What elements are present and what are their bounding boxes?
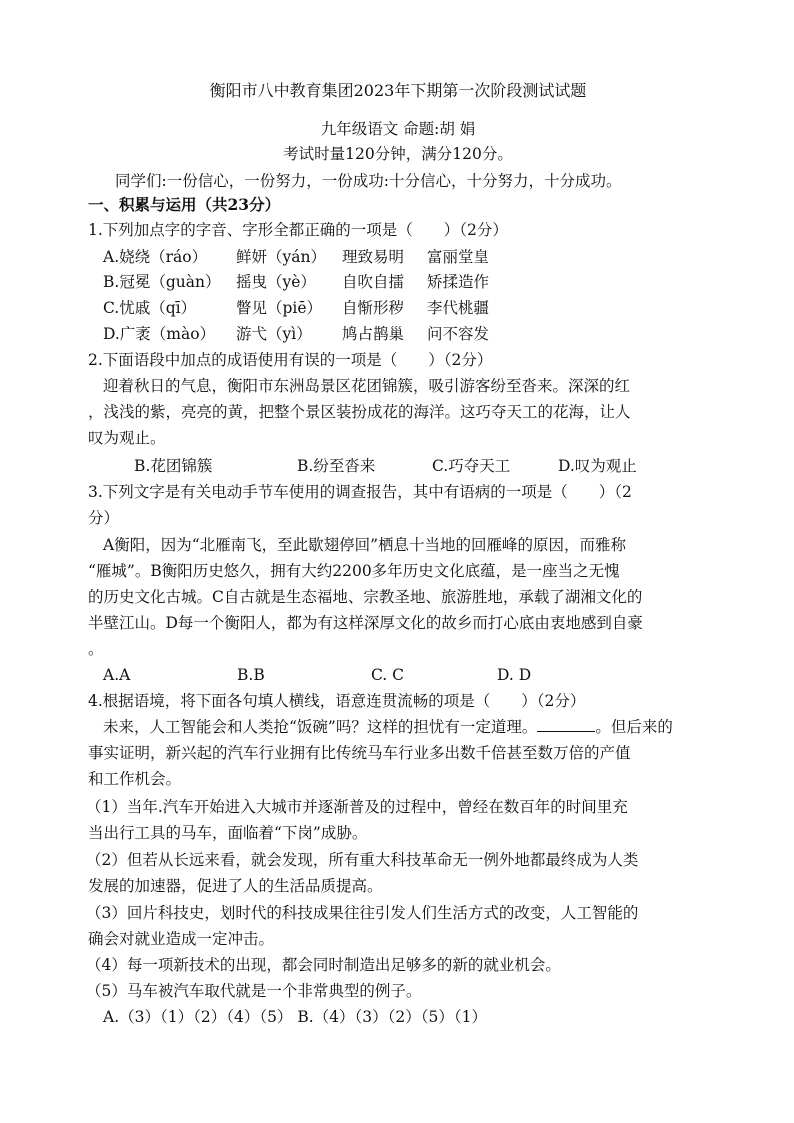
q3-option-d: D. D: [497, 666, 532, 684]
q1-row-c-col1: C.忧戚（qī）: [103, 299, 197, 317]
q1-stem: 1.下列加点字的字音、字形全都正确的一项是（ ）（2分）: [88, 221, 508, 239]
q3-stem-cont: 分）: [88, 509, 120, 527]
q4-options: A.（3）（1）（2）（4）（5） B.（4）（3）（2）（5）（1）: [103, 1008, 487, 1026]
q4-item-line: 当出行工具的马车，面临着“下岗”成胁。: [88, 824, 368, 842]
q1-row-a-col4: 富丽堂皇: [427, 248, 490, 266]
q2-option-3: C.巧夺天工: [432, 457, 511, 475]
section-heading: 一、积累与运用（共23分）: [88, 195, 281, 214]
q1-row-d-col4: 问不容发: [427, 325, 490, 343]
q1-row-a-col3: 理致易明: [342, 248, 405, 266]
q3-passage-line: 的历史文化古城。C自古就是生态福地、宗教圣地、旅游胜地，承载了湖湘文化的: [88, 588, 643, 606]
q1-row-a-col1: A.娆绕（ráo）: [103, 248, 208, 266]
q3-option-a: A.A: [103, 666, 131, 684]
q2-passage-line: ，浅浅的紫，亮亮的黄，把整个景区装扮成花的海洋。这巧夺天工的花海，让人: [88, 403, 631, 421]
q3-option-b: B.B: [237, 666, 265, 684]
q1-row-b-col1: B.冠冕（guàn）: [103, 273, 221, 291]
q1-row-c-col2: 瞥见（piē）: [236, 299, 323, 317]
q4-passage-line: 和工作机会。: [88, 770, 182, 788]
q4-passage-text: 。但后来的: [595, 718, 673, 736]
q2-passage-line: 迎着秋日的气息，衡阳市东洲岛景区花团锦簇，吸引游客纷至沓来。深深的红: [103, 377, 631, 395]
q1-row-b-col4: 矫揉造作: [427, 273, 490, 291]
exam-motto: 同学们:一份信心，一份努力，一份成功:十分信心，十分努力，十分成功。: [115, 172, 622, 190]
q2-passage-line: 叹为观止。: [88, 429, 166, 447]
q1-row-c-col4: 李代桃疆: [427, 299, 490, 317]
exam-info: 考试时量120分钟，满分120分。: [283, 145, 513, 163]
q4-passage-text: 未来，人工智能会和人类抢“饭碗”吗？这样的担忧有一定道理。: [103, 718, 538, 736]
q1-row-d-col3: 鸠占鹊巢: [342, 325, 405, 343]
q3-stem: 3.下列文字是有关电动手节车使用的调查报告，其中有语病的一项是（ ）（2: [88, 483, 632, 501]
q4-stem: 4.根据语境，将下面各句填人横线，语意连贯流畅的项是（ ）（2分）: [88, 692, 586, 710]
exam-title: 衡阳市八中教育集团2023年下期第一次阶段测试试题: [209, 81, 587, 100]
q4-passage-line: 事实证明，新兴起的汽车行业拥有比传统马车行业多出数千倍甚至数万倍的产值: [88, 744, 631, 762]
q4-item-line: （1）当年.汽车开始进入大城市并逐渐普及的过程中，曾经在数百年的时间里充: [86, 798, 628, 816]
q4-item-line: （5）马车被汽车取代就是一个非常典型的例子。: [86, 982, 422, 1000]
q1-row-b-col3: 自吹自擂: [342, 273, 405, 291]
q4-passage-line: [103, 716, 733, 738]
q3-passage-line: “雁城”。B衡阳历史悠久，拥有大约2200多年历史文化底蕴，是一座当之无愧: [88, 562, 620, 580]
q1-row-d-col2: 游弋（yì）: [236, 325, 312, 343]
q2-stem: 2.下面语段中加点的成语使用有误的一项是（ ）（2分）: [88, 351, 493, 369]
q1-row-b-col2: 摇曳（yè）: [236, 273, 316, 291]
q4-item-line: 发展的加速器，促进了人的生活品质提高。: [88, 877, 383, 895]
q2-option-2: B.纷至沓来: [297, 457, 376, 475]
answer-blank: [537, 717, 595, 732]
q1-row-c-col3: 自惭形秽: [342, 299, 405, 317]
q2-option-4: D.叹为观止: [558, 457, 637, 475]
q3-passage-line: 。: [88, 640, 104, 658]
q2-option-1: B.花团锦簇: [134, 457, 213, 475]
q3-passage-line: A衡阳，因为“北雁南飞，至此歇翅停回”栖息十当地的回雁峰的原因，而雅称: [103, 536, 627, 554]
q1-row-d-col1: D.广袤（mào）: [103, 325, 216, 343]
q3-option-c: C. C: [371, 666, 405, 684]
q4-item-line: （3）回片科技史，划时代的科技成果往往引发人们生活方式的改变，人工智能的: [86, 904, 639, 922]
q4-item-line: （4）每一项新技术的出现，都会同时制造出足够多的新的就业机会。: [86, 956, 561, 974]
q4-item-line: （2）但若从长远来看，就会发现，所有重大科技革命无一例外地都最终成为人类: [86, 851, 639, 869]
q3-passage-line: 半壁江山。D每一个衡阳人，都为有这样深厚文化的故乡而打心底由衷地感到自豪: [88, 614, 643, 632]
exam-subject: 九年级语文 命题:胡 娟: [320, 120, 476, 138]
q1-row-a-col2: 鲜妍（yán）: [236, 248, 326, 266]
q4-item-line: 确会对就业造成一定冲击。: [88, 930, 275, 948]
